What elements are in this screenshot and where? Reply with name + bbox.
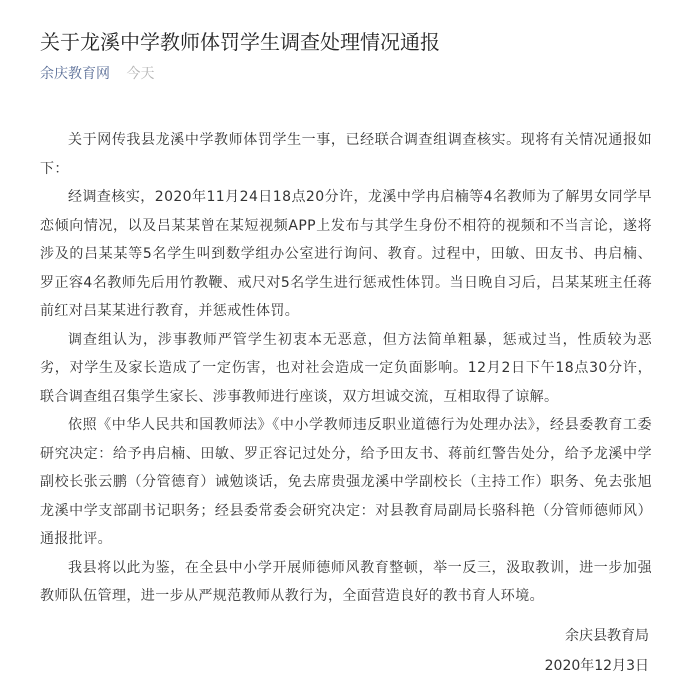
signature-date: 2020年12月3日: [544, 658, 649, 674]
paragraph-assessment: 调查组认为，涉事教师严管学生初衷本无恶意，但方法简单粗暴，惩戒过当，性质较为恶劣，对学生及家长造成了一定伤害，也对社会造成一定负面影响。12月2日下午18点30分许，联合调查组召集学生家长、涉事教师进行座谈，双方坦诚交流，互相取得了谅解。: [40, 331, 652, 405]
paragraph-findings: 经调查核实，2020年11月24日18点20分许，龙溪中学冉启楠等4名教师为了解男女同学早恋倾向情况，以及吕某某曾在某短视频APP上发布与其学生身份不相符的视频和不当言论，遂将涉及的吕某某等5名学生叫到数学组办公室进行询问、教育。过程中，田敏、田友书、冉启楠、罗正容4名教师先后用竹教鞭、戒尺对5名学生进行惩戒性体罚。当日晚自习后，吕某某班主任蒋前红对吕某某进行教育，并惩戒性体罚。: [40, 189, 652, 319]
article-meta: [40, 64, 154, 84]
signature-org: 余庆县教育局: [565, 628, 649, 644]
publish-date: 今天: [126, 66, 155, 82]
paragraph-conclusion: 我县将以此为鉴，在全县中小学开展师德师风教育整顿，举一反三，汲取教训，进一步加强教师队伍管理，进一步从严规范教师从教行为，全面营造良好的教书育人环境。: [40, 559, 652, 604]
source-link[interactable]: 余庆教育网: [40, 66, 110, 82]
paragraph-intro: 关于网传我县龙溪中学教师体罚学生一事，已经联合调查组调查核实。现将有关情况通报如下：: [40, 132, 652, 177]
paragraph-decision: 依照《中华人民共和国教师法》《中小学教师违反职业道德行为处理办法》，经县委教育工委研究决定：给予冉启楠、田敏、罗正容记过处分，给予田友书、蒋前红警告处分，给予龙溪中学副校长张云鹏（分管德育）诫勉谈话，免去席贵强龙溪中学副校长（主持工作）职务、免去张旭龙溪中学支部副书记职务；经县委常委会研究决定：对县教育局副局长骆科艳（分管师德师风）通报批评。: [40, 417, 652, 547]
article-body: [40, 126, 652, 611]
article-title: 关于龙溪中学教师体罚学生调查处理情况通报: [40, 30, 440, 54]
